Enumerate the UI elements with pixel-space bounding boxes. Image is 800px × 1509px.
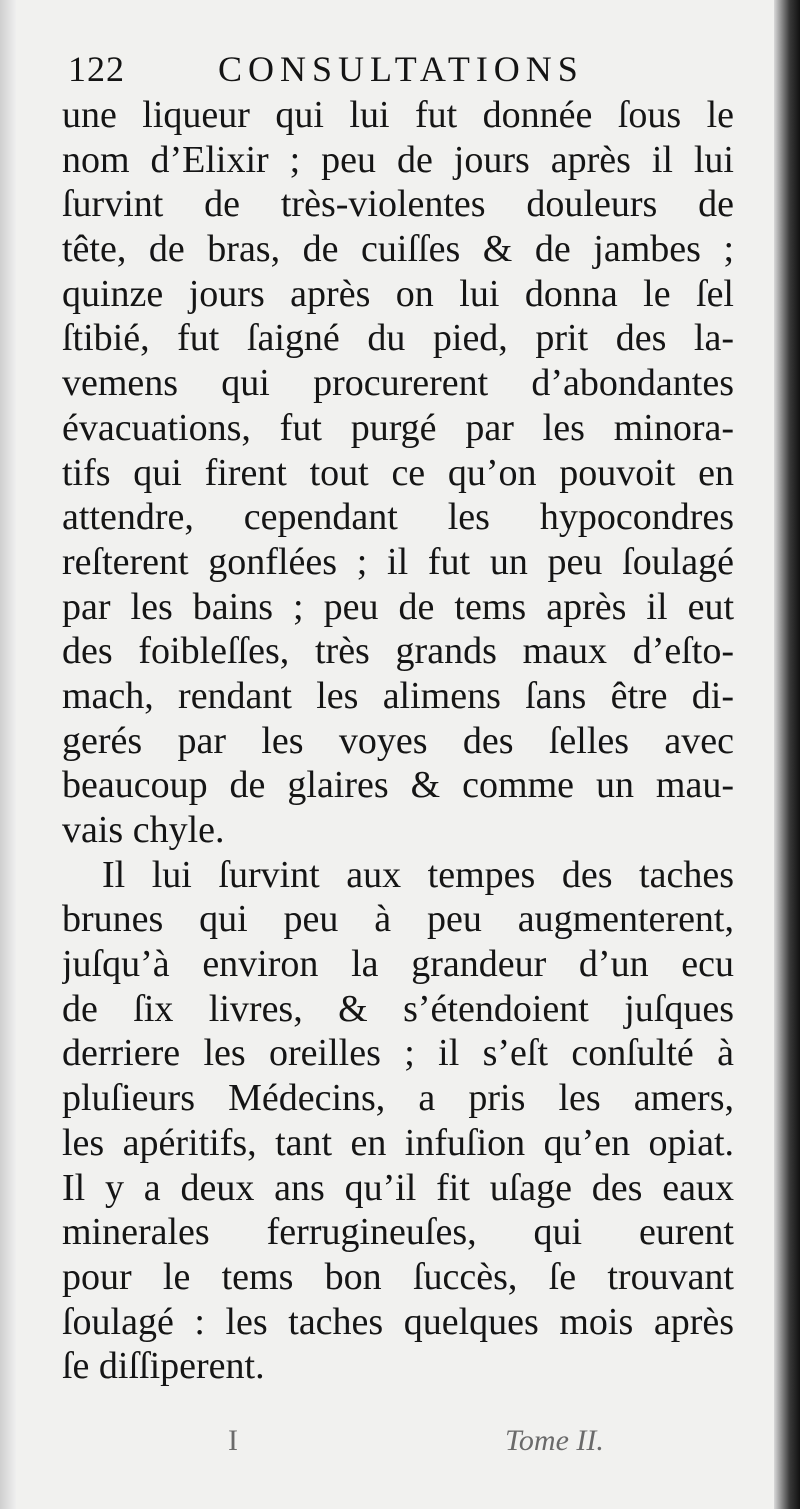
page-number: 122 [68, 49, 125, 89]
text-line: vais chyle. [62, 809, 225, 851]
text-line: tifs qui firent tout ce qu’on pouvoit en [62, 451, 734, 494]
text-line: mach, rendant les alimens ſans être di- [62, 674, 734, 717]
text-line: Il lui ſurvint aux tempes des taches [102, 853, 734, 896]
text-line: vemens qui procurerent d’abondantes [62, 362, 734, 405]
text-line: ſurvint de très-violentes douleurs de [62, 183, 734, 226]
text-line: reſterent gonflées ; il fut un peu ſoulagé [62, 540, 734, 583]
text-line: pluſieurs Médecins, a pris les amers, [62, 1077, 734, 1120]
text-line: les apéritifs, tant en infuſion qu’en opiat. [62, 1121, 734, 1164]
text-line: de ſix livres, & s’étendoient juſques [62, 987, 734, 1030]
text-line: beaucoup de glaires & comme un mau- [62, 764, 734, 807]
body-text [62, 93, 734, 1389]
text-line: ſe diſſiperent. [62, 1345, 265, 1388]
text-line: des foibleſſes, très grands maux d’eſto- [62, 630, 734, 673]
text-line: brunes qui peu à peu augmenterent, [62, 898, 734, 941]
text-line: par les bains ; peu de tems après il eut [62, 585, 734, 628]
text-line: Il y a deux ans qu’il fit uſage des eaux [62, 1166, 734, 1209]
running-head: CONSULTATIONS [218, 49, 584, 89]
text-line: nom d’Elixir ; peu de jours après il lui [62, 138, 734, 181]
volume-mark: Tome II. [505, 1424, 604, 1457]
text-line: ſoulagé : les taches quelques mois après [62, 1300, 734, 1343]
text-line: ſtibié, fut ſaigné du pied, prit des la- [62, 317, 734, 360]
text-line: juſqu’à environ la grandeur d’un ecu [62, 943, 734, 986]
text-line: une liqueur qui lui fut donnée ſous le [62, 94, 734, 136]
page-left-edge [0, 0, 16, 1509]
text-line: tête, de bras, de cuiſſes & de jambes ; [62, 228, 734, 271]
page-footer [200, 1418, 700, 1468]
text-line: pour le tems bon ſuccès, ſe trouvant [62, 1255, 734, 1298]
text-line: minerales ferrugineuſes, qui eurent [62, 1211, 734, 1254]
text-line: derriere les oreilles ; il s’eſt conſulté à [62, 1032, 734, 1075]
signature-mark: I [228, 1424, 238, 1457]
text-line: attendre, cependant les hypocondres [62, 496, 734, 539]
text-line: gerés par les voyes des ſelles avec [62, 719, 734, 762]
text-line: évacuations, fut purgé par les minora- [62, 406, 734, 449]
page-right-shadow [774, 0, 800, 1509]
text-line: quinze jours après on lui donna le ſel [62, 272, 734, 315]
